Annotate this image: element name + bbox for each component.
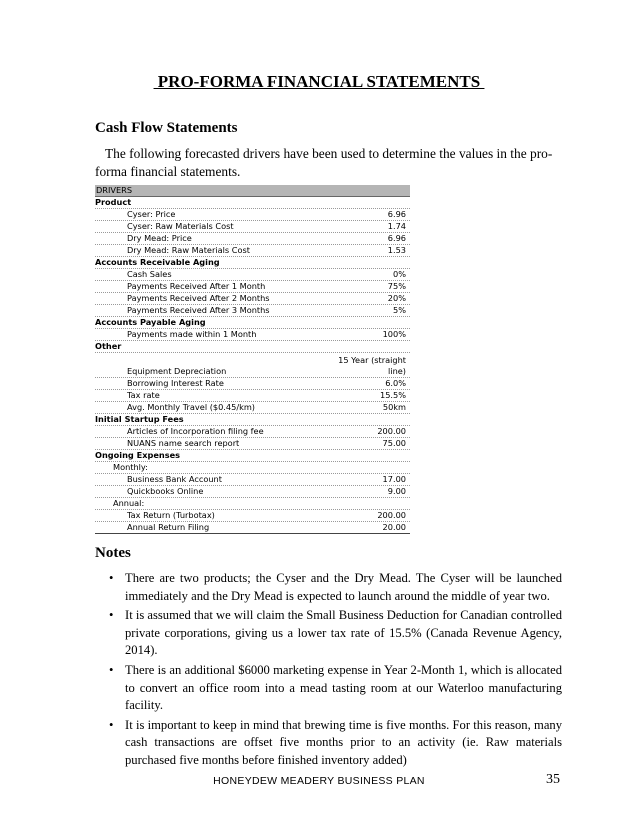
drivers-section-row xyxy=(95,414,410,426)
driver-label: Borrowing Interest Rate xyxy=(127,378,224,388)
note-item xyxy=(95,570,562,605)
driver-value: 17.00 xyxy=(382,474,406,484)
note-item xyxy=(95,607,562,660)
drivers-section-row xyxy=(95,257,410,269)
page-title-text: PRO-FORMA FINANCIAL STATEMENTS xyxy=(153,72,485,91)
drivers-table-row xyxy=(95,281,410,293)
drivers-table-row xyxy=(95,390,410,402)
driver-label: Business Bank Account xyxy=(127,474,222,484)
drivers-section-row xyxy=(95,197,410,209)
page-title xyxy=(0,72,638,92)
driver-label: Articles of Incorporation filing fee xyxy=(127,426,264,436)
driver-value: 15 Year (straight line) xyxy=(338,355,406,376)
drivers-table-header: DRIVERS xyxy=(95,185,410,197)
driver-value: 5% xyxy=(393,305,406,315)
driver-label: Annual Return Filing xyxy=(127,522,210,532)
driver-label: Monthly: xyxy=(113,462,148,472)
note-item xyxy=(95,717,562,770)
drivers-table-row xyxy=(95,510,410,522)
driver-value: 200.00 xyxy=(377,426,406,436)
driver-value: 0% xyxy=(393,269,406,279)
bullet-icon: • xyxy=(109,717,114,732)
driver-value: 20% xyxy=(387,293,406,303)
bullet-icon: • xyxy=(109,662,114,677)
driver-value: 20.00 xyxy=(382,522,406,532)
drivers-table-row xyxy=(95,233,410,245)
drivers-section-row xyxy=(95,450,410,462)
note-text: It is important to keep in mind that brewing time is five months. For this reason, many cash transactions are offset five months prior to an activity (ie. Raw materials purchased five months before finished inventory added) xyxy=(125,717,562,767)
drivers-table-row xyxy=(95,245,410,257)
drivers-section-row xyxy=(95,317,410,329)
drivers-table-row xyxy=(95,522,410,534)
driver-label: Quickbooks Online xyxy=(127,486,204,496)
drivers-table-row xyxy=(95,293,410,305)
driver-label: Payments Received After 1 Month xyxy=(127,281,266,291)
driver-label: Tax Return (Turbotax) xyxy=(127,510,215,520)
bullet-icon: • xyxy=(109,608,114,623)
driver-value: 75.00 xyxy=(382,438,406,448)
note-text: There is an additional $6000 marketing expense in Year 2-Month 1, which is allocated to convert an office room into a mead tasting room at our Waterloo manufacturing facility. xyxy=(125,662,562,713)
drivers-table-row xyxy=(95,474,410,486)
page-number: 35 xyxy=(546,772,560,787)
driver-value: 1.74 xyxy=(387,221,406,231)
notes-list xyxy=(95,570,562,772)
driver-label: Dry Mead: Price xyxy=(127,233,192,243)
driver-label: Accounts Receivable Aging xyxy=(95,257,220,267)
driver-label: Avg. Monthly Travel ($0.45/km) xyxy=(127,402,255,412)
drivers-table-row xyxy=(95,269,410,281)
driver-label: Other xyxy=(95,341,122,351)
drivers-table xyxy=(95,185,410,534)
drivers-table-row xyxy=(95,462,410,474)
driver-value: 50km xyxy=(382,402,406,412)
driver-label: Cyser: Price xyxy=(127,209,176,219)
driver-label: Ongoing Expenses xyxy=(95,450,181,460)
driver-label: Product xyxy=(95,197,132,207)
drivers-table-row xyxy=(95,209,410,221)
footer-title: HONEYDEW MEADERY BUSINESS PLAN xyxy=(213,775,425,787)
driver-label: Payments Received After 2 Months xyxy=(127,293,270,303)
driver-label: Tax rate xyxy=(127,390,160,400)
driver-value: 200.00 xyxy=(377,510,406,520)
drivers-table-row xyxy=(95,498,410,510)
note-item xyxy=(95,662,562,715)
driver-label: Equipment Depreciation xyxy=(127,366,227,376)
driver-value: 6.0% xyxy=(385,378,406,388)
drivers-table-row xyxy=(95,402,410,414)
drivers-table-row xyxy=(95,353,410,378)
driver-value: 15.5% xyxy=(379,390,406,400)
driver-label: Initial Startup Fees xyxy=(95,414,184,424)
driver-label: NUANS name search report xyxy=(127,438,240,448)
note-text: There are two products; the Cyser and the Dry Mead. The Cyser will be launched immediately and the Dry Mead is expected to launch around the middle of year two. xyxy=(125,571,562,603)
driver-label: Payments Received After 3 Months xyxy=(127,305,270,315)
notes-heading: Notes xyxy=(95,545,131,561)
driver-value: 1.53 xyxy=(387,245,406,255)
driver-label: Cyser: Raw Materials Cost xyxy=(127,221,234,231)
drivers-table-body xyxy=(95,197,410,534)
driver-value: 9.00 xyxy=(387,486,406,496)
driver-label: Payments made within 1 Month xyxy=(127,329,257,339)
drivers-table-row xyxy=(95,221,410,233)
cash-flow-intro: The following forecasted drivers have been used to determine the values in the pro-forma financial statements. xyxy=(95,146,553,179)
drivers-table-row xyxy=(95,426,410,438)
drivers-table-row xyxy=(95,329,410,341)
note-text: It is assumed that we will claim the Small Business Deduction for Canadian controlled private corporations, giving us a lower tax rate of 15.5% (Canada Revenue Agency, 2014). xyxy=(125,608,562,658)
drivers-table-row xyxy=(95,486,410,498)
driver-value: 6.96 xyxy=(387,233,406,243)
drivers-table-row xyxy=(95,378,410,390)
driver-value: 6.96 xyxy=(387,209,406,219)
driver-label: Annual: xyxy=(113,498,145,508)
driver-value: 100% xyxy=(382,329,406,339)
drivers-section-row xyxy=(95,341,410,353)
drivers-table-row xyxy=(95,438,410,450)
driver-label: Dry Mead: Raw Materials Cost xyxy=(127,245,250,255)
drivers-table-row xyxy=(95,305,410,317)
cash-flow-heading: Cash Flow Statements xyxy=(95,120,238,136)
driver-label: Cash Sales xyxy=(127,269,172,279)
driver-value: 75% xyxy=(387,281,406,291)
bullet-icon: • xyxy=(109,571,114,585)
driver-label: Accounts Payable Aging xyxy=(95,317,206,327)
